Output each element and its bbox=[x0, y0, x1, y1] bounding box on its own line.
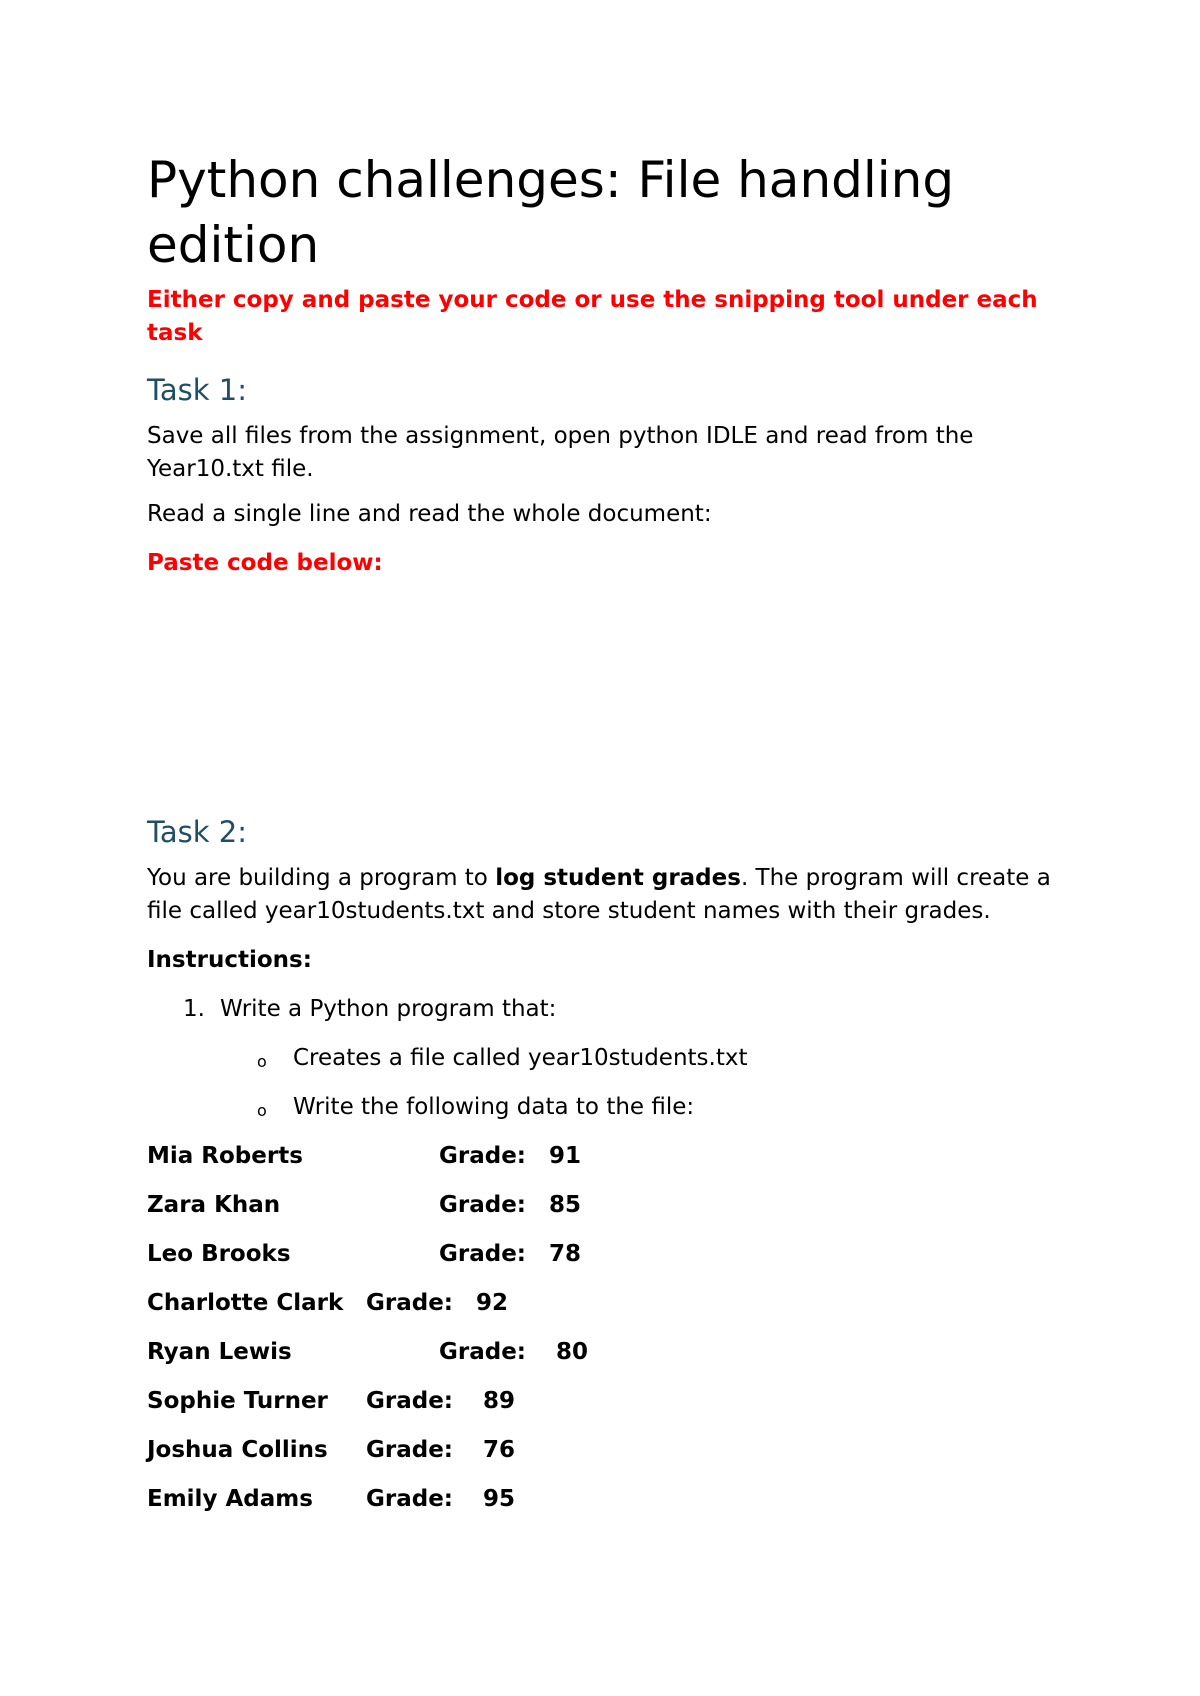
sub-list-item bbox=[147, 1091, 1080, 1124]
list-item-text: Write a Python program that: bbox=[220, 996, 557, 1022]
grade-value: 92 bbox=[476, 1290, 509, 1316]
grade-value: 76 bbox=[483, 1437, 516, 1463]
task2-heading: Task 2: bbox=[147, 815, 248, 849]
student-row bbox=[147, 1140, 1080, 1173]
task2-intro-bold: log student grades bbox=[495, 865, 741, 891]
student-row bbox=[147, 1336, 1080, 1369]
task1-paragraph-2: Read a single line and read the whole document: bbox=[147, 501, 712, 527]
sub-list-item-text: Creates a file called year10students.txt bbox=[293, 1045, 748, 1071]
task1-paragraph-1: Save all files from the assignment, open python IDLE and read from the Year10.txt file. bbox=[147, 423, 974, 482]
task2-intro-after: . The program will create a file called year10students.txt and store student names with their grades. bbox=[147, 865, 1051, 924]
task2-intro bbox=[147, 862, 1067, 928]
grade-label: Grade: bbox=[439, 1143, 527, 1169]
grade-value: 78 bbox=[549, 1241, 582, 1267]
grade-value: 85 bbox=[549, 1192, 582, 1218]
grade-label: Grade: bbox=[366, 1437, 454, 1463]
student-name: Mia Roberts bbox=[147, 1143, 303, 1169]
task1-heading: Task 1: bbox=[147, 373, 248, 407]
student-row bbox=[147, 1189, 1080, 1222]
grade-value: 91 bbox=[549, 1143, 582, 1169]
grade-value: 80 bbox=[556, 1339, 589, 1365]
grade-label: Grade: bbox=[366, 1486, 454, 1512]
student-name: Ryan Lewis bbox=[147, 1339, 292, 1365]
sub-list-item-text: Write the following data to the file: bbox=[293, 1094, 695, 1120]
student-name: Joshua Collins bbox=[147, 1437, 328, 1463]
task1-code-area[interactable] bbox=[147, 580, 1080, 792]
grade-label: Grade: bbox=[366, 1388, 454, 1414]
student-row bbox=[147, 1238, 1080, 1271]
grade-value: 89 bbox=[483, 1388, 516, 1414]
student-name: Charlotte Clark bbox=[147, 1290, 344, 1316]
student-row bbox=[147, 1287, 1080, 1320]
task2-intro-before: You are building a program to bbox=[147, 865, 496, 891]
student-row bbox=[147, 1385, 1080, 1418]
student-name: Zara Khan bbox=[147, 1192, 281, 1218]
student-name: Emily Adams bbox=[147, 1486, 313, 1512]
grade-value: 95 bbox=[483, 1486, 516, 1512]
student-name: Leo Brooks bbox=[147, 1241, 291, 1267]
student-name: Sophie Turner bbox=[147, 1388, 328, 1414]
document-title: Python challenges: File handling edition bbox=[147, 151, 955, 274]
student-row bbox=[147, 1483, 1080, 1516]
grade-label: Grade: bbox=[439, 1339, 527, 1365]
sub-list-item bbox=[147, 1042, 1080, 1075]
grade-label: Grade: bbox=[439, 1241, 527, 1267]
instruction-note: Either copy and paste your code or use the snipping tool under each task bbox=[147, 287, 1038, 346]
circle-bullet-icon: o bbox=[257, 1101, 267, 1120]
task1-paste-label: Paste code below: bbox=[147, 550, 383, 576]
numbered-list-item bbox=[147, 993, 1080, 1026]
list-number: 1. bbox=[183, 996, 205, 1022]
circle-bullet-icon: o bbox=[257, 1052, 267, 1071]
grade-label: Grade: bbox=[366, 1290, 454, 1316]
grade-label: Grade: bbox=[439, 1192, 527, 1218]
instructions-label: Instructions: bbox=[147, 947, 312, 973]
student-row bbox=[147, 1434, 1080, 1467]
